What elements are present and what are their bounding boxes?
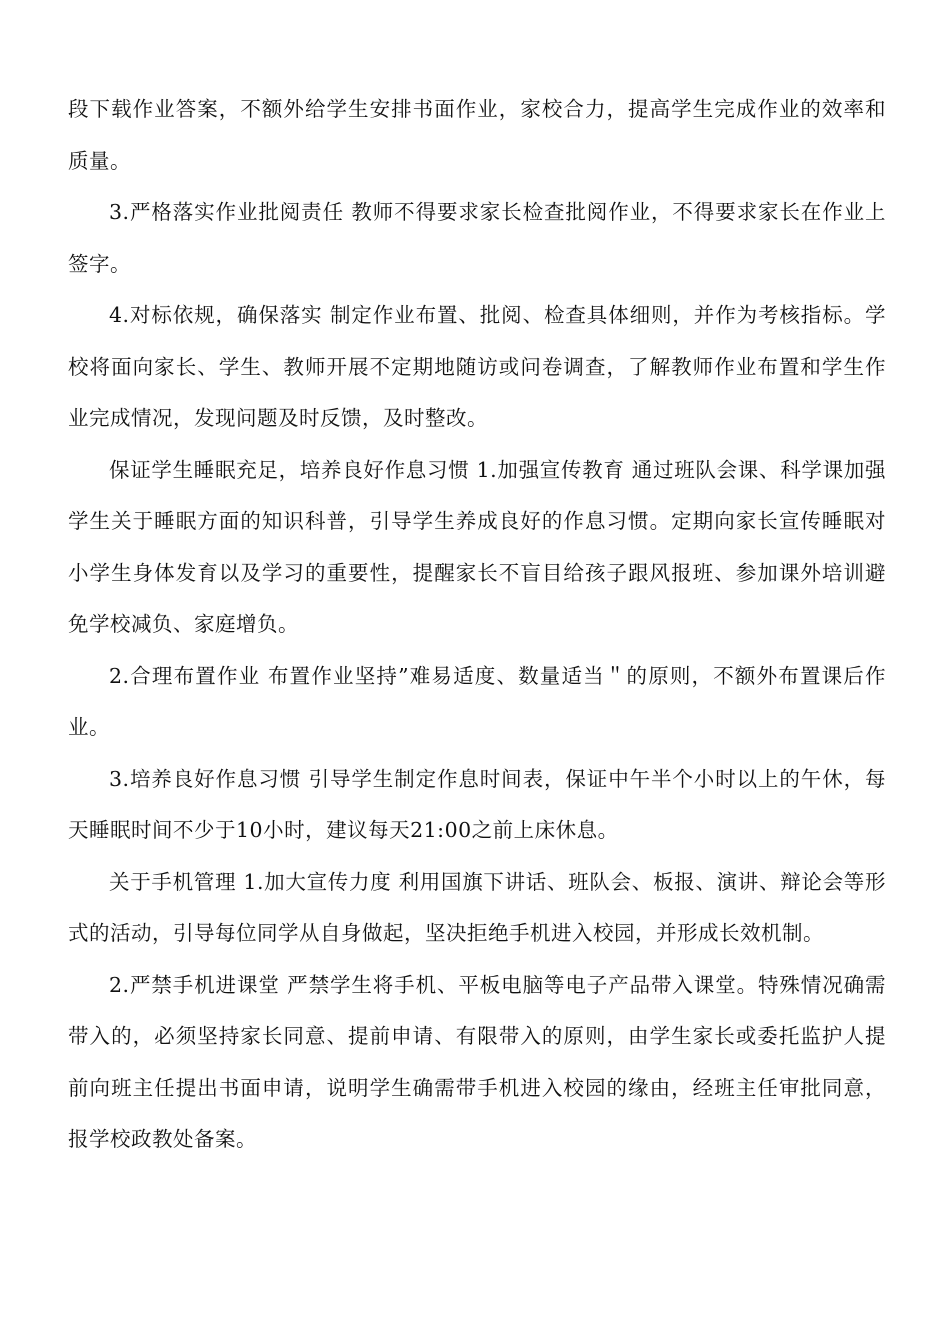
paragraph-5: 2.合理布置作业 布置作业坚持”难易适度、数量适当＂的原则，不额外布置课后作业。: [68, 663, 886, 739]
paragraph-4: 保证学生睡眠充足，培养良好作息习惯 1.加强宣传教育 通过班队会课、科学课加强学生关于睡眠方面的知识科普，引导学生养成良好的作息习惯。定期向家长宣传睡眠对小学生身体发育以及学习的重要性，提醒家长不盲目给孩子跟风报班、参加课外培训避免学校减负、家庭增负。: [68, 457, 886, 636]
paragraph-7: 关于手机管理 1.加大宣传力度 利用国旗下讲话、班队会、板报、演讲、辩论会等形式的活动，引导每位同学从自身做起，坚决拒绝手机进入校园，并形成长效机制。: [68, 869, 886, 945]
document-body: [68, 84, 886, 1166]
paragraph-3: 4.对标依规，确保落实 制定作业布置、批阅、检查具体细则，并作为考核指标。学校将面向家长、学生、教师开展不定期地随访或问卷调查，了解教师作业布置和学生作业完成情况，发现问题及时反馈，及时整改。: [68, 303, 886, 430]
paragraph-6: 3.培养良好作息习惯 引导学生制定作息时间表，保证中午半个小时以上的午休，每天睡眠时间不少于10小时，建议每天21:00之前上床休息。: [68, 766, 886, 842]
paragraph-1: 段下载作业答案，不额外给学生安排书面作业，家校合力，提高学生完成作业的效率和质量。: [68, 97, 886, 173]
paragraph-2: 3.严格落实作业批阅责任 教师不得要求家长检查批阅作业，不得要求家长在作业上签字。: [68, 200, 886, 276]
paragraph-8: 2.严禁手机进课堂 严禁学生将手机、平板电脑等电子产品带入课堂。特殊情况确需带入的，必须坚持家长同意、提前申请、有限带入的原则，由学生家长或委托监护人提前向班主任提出书面申请，说明学生确需带手机进入校园的缘由，经班主任审批同意，报学校政教处备案。: [68, 972, 886, 1151]
